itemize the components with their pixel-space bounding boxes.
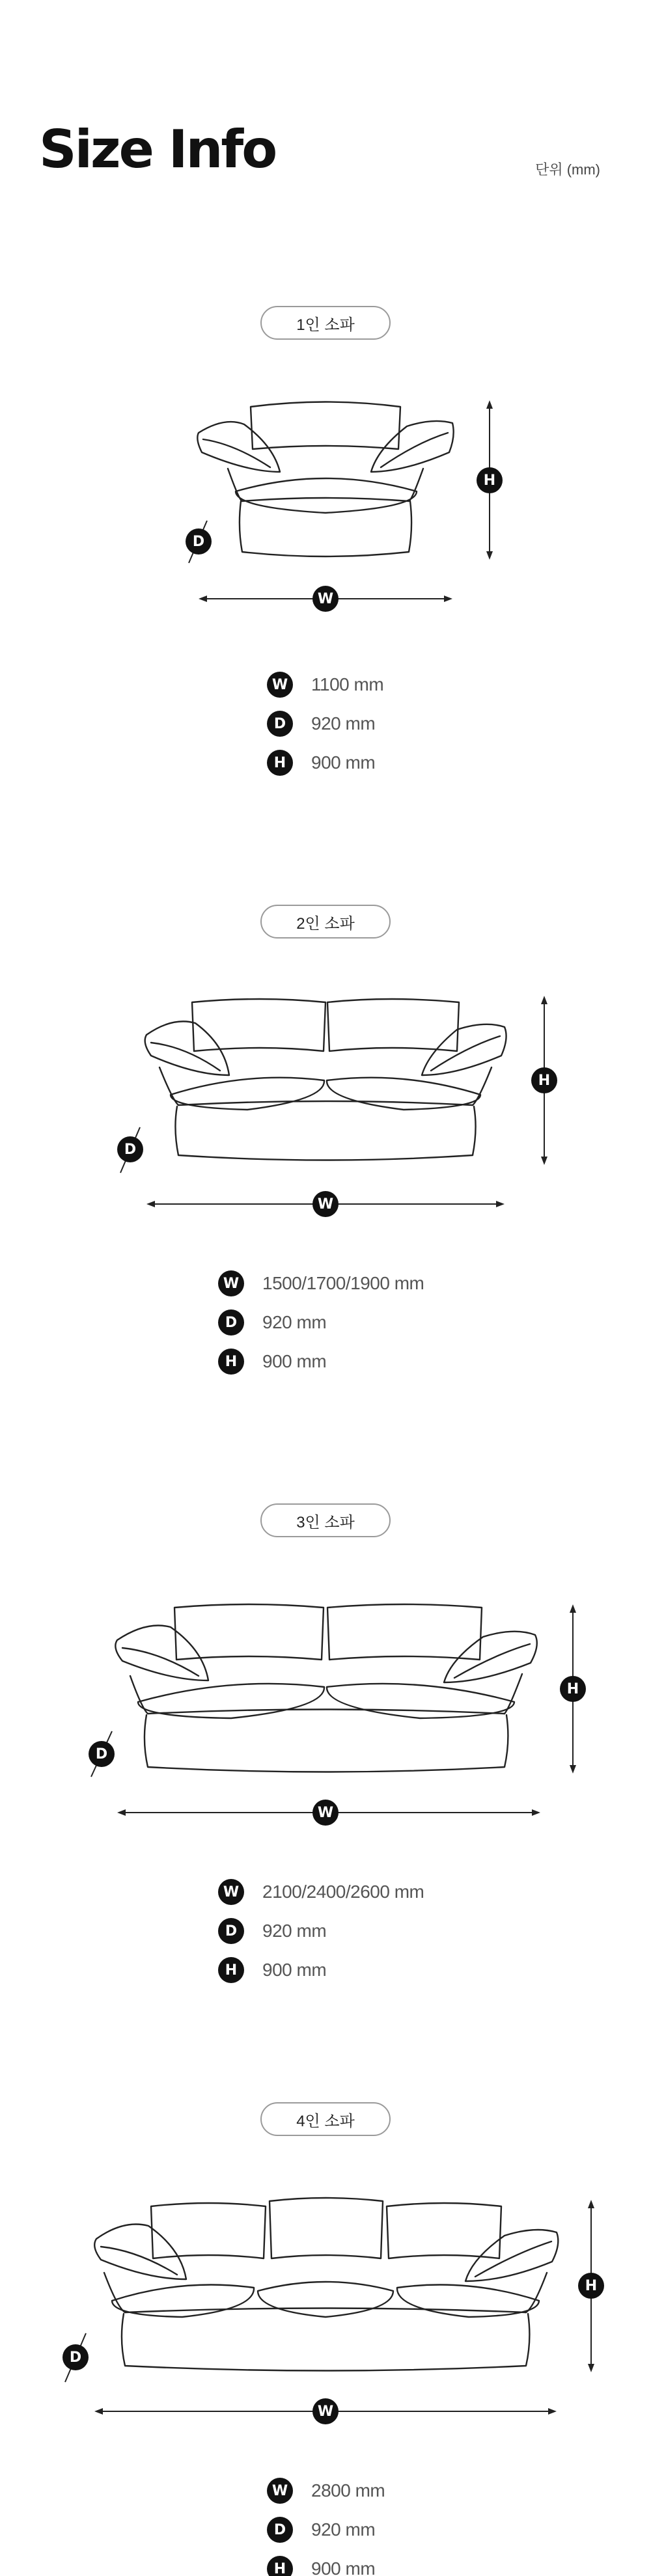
spec-row-height xyxy=(267,2555,375,2576)
width-dimension-marker: W xyxy=(312,2398,339,2424)
width-badge: W xyxy=(218,1270,244,1296)
height-value: 900 mm xyxy=(311,2558,376,2576)
height-badge: H xyxy=(218,1349,244,1375)
height-badge: H xyxy=(218,1957,244,1983)
spec-row-depth xyxy=(218,1917,326,1945)
depth-value: 920 mm xyxy=(311,713,376,733)
depth-badge: D xyxy=(267,711,293,737)
width-value: 1100 mm xyxy=(311,674,384,694)
depth-dimension-marker: D xyxy=(89,1741,115,1767)
section-label: 3인 소파 xyxy=(260,1503,391,1537)
width-badge: W xyxy=(267,2478,293,2504)
depth-dimension-marker: D xyxy=(186,528,212,555)
depth-value: 920 mm xyxy=(311,2519,376,2540)
height-value: 900 mm xyxy=(311,752,376,773)
height-value: 900 mm xyxy=(262,1960,327,1980)
unit-label: 단위 (mm) xyxy=(535,161,600,178)
width-dimension-marker: W xyxy=(312,1191,339,1217)
page-title: Size Info xyxy=(39,119,276,180)
height-dimension-marker: H xyxy=(477,467,503,493)
spec-row-depth xyxy=(218,1308,326,1337)
width-badge: W xyxy=(267,672,293,698)
section-label: 1인 소파 xyxy=(260,306,391,340)
height-dimension-marker: H xyxy=(531,1067,557,1093)
depth-badge: D xyxy=(267,2517,293,2543)
depth-badge: D xyxy=(218,1918,244,1944)
spec-row-height xyxy=(218,1347,326,1376)
width-value: 2100/2400/2600 mm xyxy=(262,1882,424,1902)
spec-row-width xyxy=(218,1269,424,1298)
size-section-4-seat xyxy=(0,2102,651,2576)
size-section-1-seat xyxy=(0,306,651,905)
depth-badge: D xyxy=(218,1309,244,1336)
section-label: 2인 소파 xyxy=(260,905,391,939)
section-label: 4인 소파 xyxy=(260,2102,391,2136)
size-section-3-seat xyxy=(0,1503,651,2102)
depth-value: 920 mm xyxy=(262,1312,327,1332)
spec-row-width xyxy=(267,670,383,699)
depth-value: 920 mm xyxy=(262,1921,327,1941)
size-section-2-seat xyxy=(0,905,651,1503)
spec-row-depth xyxy=(267,2515,375,2544)
height-badge: H xyxy=(267,2556,293,2576)
width-value: 1500/1700/1900 mm xyxy=(262,1273,424,1293)
height-badge: H xyxy=(267,750,293,776)
width-value: 2800 mm xyxy=(311,2480,385,2501)
width-badge: W xyxy=(218,1879,244,1905)
spec-row-height xyxy=(218,1956,326,1984)
depth-dimension-marker: D xyxy=(62,2344,89,2370)
width-dimension-marker: W xyxy=(312,586,339,612)
spec-row-width xyxy=(218,1878,424,1906)
spec-row-width xyxy=(267,2476,385,2505)
height-value: 900 mm xyxy=(262,1351,327,1371)
spec-row-depth xyxy=(267,709,375,738)
width-dimension-marker: W xyxy=(312,1800,339,1826)
height-dimension-marker: H xyxy=(560,1676,586,1702)
height-dimension-marker: H xyxy=(578,2273,604,2299)
depth-dimension-marker: D xyxy=(117,1136,143,1162)
spec-row-height xyxy=(267,748,375,777)
